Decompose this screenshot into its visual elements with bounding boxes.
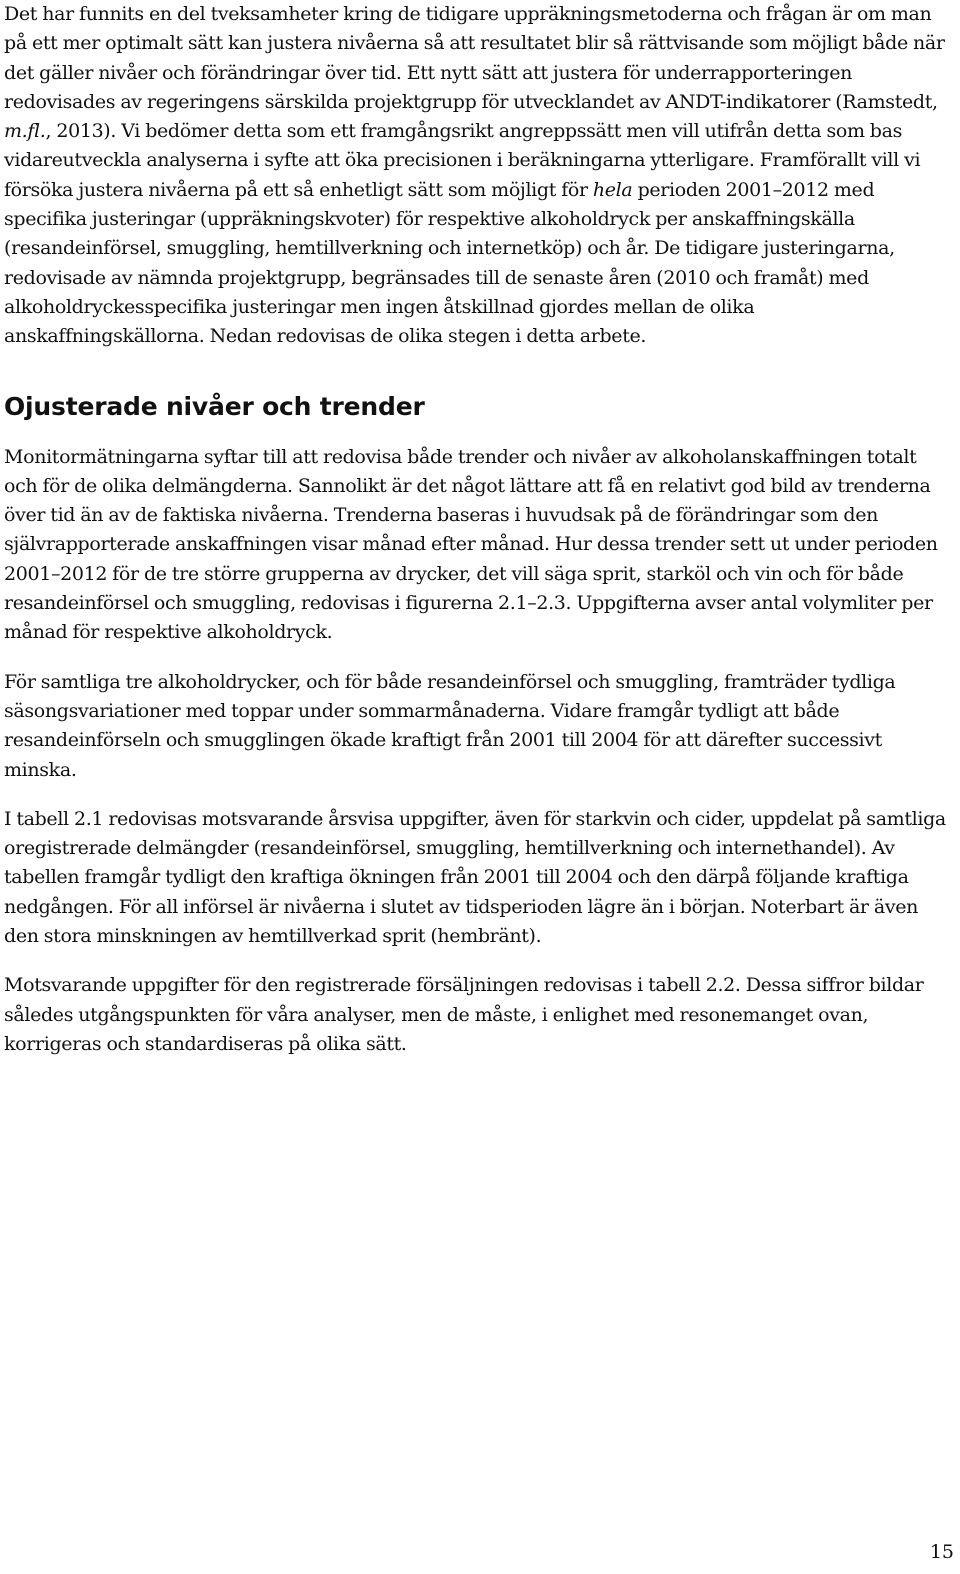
intro-hela: hela <box>592 178 633 201</box>
intro-mfl: m.fl. <box>4 120 46 143</box>
paragraph-monitor: Monitormätningarna syftar till att redovisa både trender och nivåer av alkoholanskaffningen totalt och för de olika delmängderna. Sannolikt är det något lättare att få en relativt god bild av trenderna över tid än av de faktiska nivåerna. Trenderna baseras i huvudsak på de förändringar som den självrapporterade anskaffningen visar månad efter månad. Hur dessa trender sett ut under perioden 2001–2012 för de tre större grupperna av drycker, det vill säga sprit, starköl och vin och för både resandeinförsel och smuggling, redovisas i figurerna 2.1–2.3. Uppgifterna avser antal volymliter per månad för respektive alkoholdryck. <box>4 445 938 644</box>
paragraph-table-2-2: Motsvarande uppgifter för den registrerade försäljningen redovisas i tabell 2.2. Dessa siffror bildar således utgångspunkten för våra analyser, men de måste, i enlighet med resonemanget ovan, korrigeras och standardiseras på olika sätt. <box>4 974 924 1055</box>
page-number: 15 <box>929 1541 954 1563</box>
paragraph-seasonal: För samtliga tre alkoholdrycker, och för både resandeinförsel och smuggling, framträder tydliga säsongsvariationer med toppar under sommarmånaderna. Vidare framgår tydligt att både resandeinförseln och smugglingen ökade kraftigt från 2001 till 2004 för att därefter successivt minska. <box>4 670 896 781</box>
paragraph-table-2-1: I tabell 2.1 redovisas motsvarande årsvisa uppgifter, även för starkvin och cider, uppdelat på samtliga oregistrerade delmängder (resandeinförsel, smuggling, hemtillverkning och internethandel). Av tabellen framgår tydligt den kraftiga ökningen från 2001 till 2004 och den därpå följande kraftiga nedgången. För all införsel är nivåerna i slutet av tidsperioden lägre än i början. Noterbart är även den stora minskningen av hemtillverkad sprit (hembränt). <box>4 807 946 948</box>
intro-paragraph <box>4 0 954 352</box>
document-page <box>4 0 954 1059</box>
intro-text-part2: , 2013). Vi bedömer detta som ett framgångsrikt angreppssätt men vill utifrån detta som bas vidareutveckla analyserna i syfte att öka precisionen i beräkningarna ytterligare. Framförallt vill vi försöka justera nivåerna på ett så enhetligt sätt som möjligt för <box>4 120 921 201</box>
intro-text-part1: Det har funnits en del tveksamheter kring de tidigare uppräkningsmetoderna och frågan är om man på ett mer optimalt sätt kan justera nivåerna så att resultatet blir så rättvisande som möjligt både när det gäller nivåer och förändringar över tid. Ett nytt sätt att justera för underrapporteringen redovisades av regeringens särskilda projektgrupp för utvecklandet av ANDT-indikatorer (Ramstedt, <box>4 3 945 113</box>
section-heading: Ojusterade nivåer och trender <box>4 391 425 421</box>
intro-text-part3: perioden 2001–2012 med specifika justeringar (uppräkningskvoter) för respektive alkoholdryck per anskaffningskälla (resandeinförsel, smuggling, hemtillverkning och internetköp) och år. De tidigare justeringarna, redovisade av nämnda projektgrupp, begränsades till de senaste åren (2010 och framåt) med alkoholdryckesspecifika justeringar men ingen åtskillnad gjordes mellan de olika anskaffningskällorna. Nedan redovisas de olika stegen i detta arbete. <box>4 178 895 348</box>
